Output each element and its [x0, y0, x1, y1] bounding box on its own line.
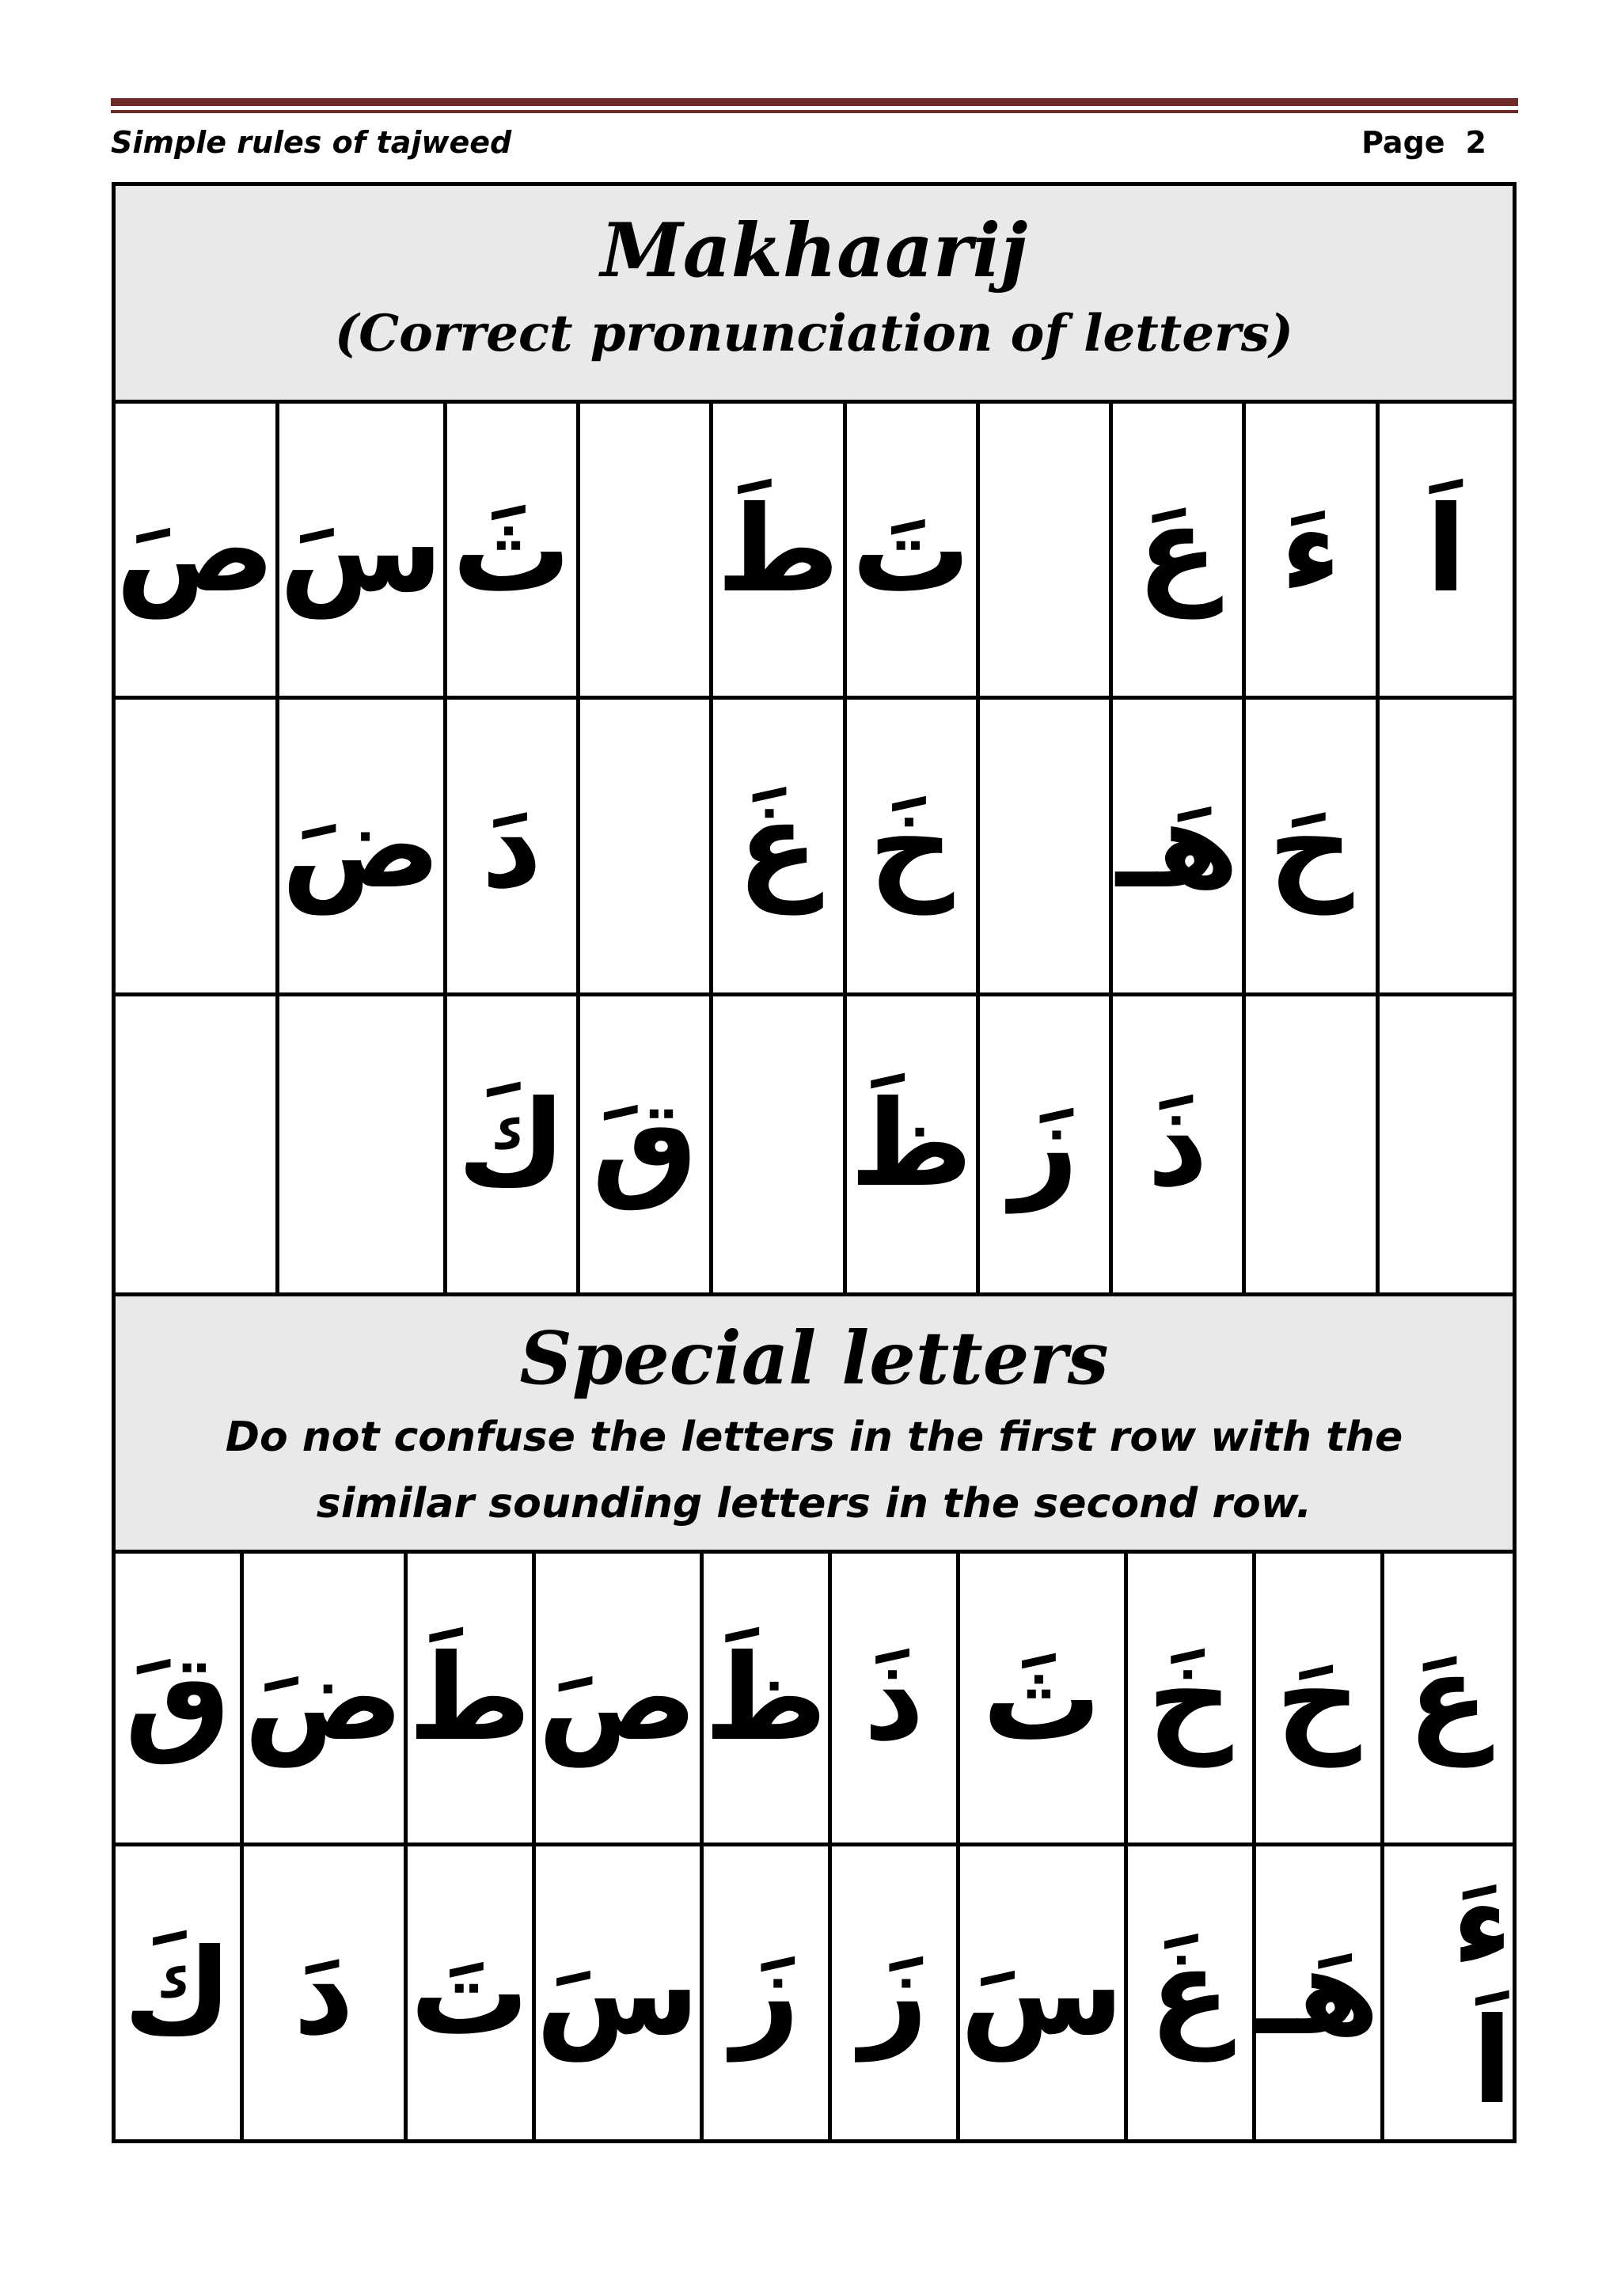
header-rule-thin	[111, 110, 1518, 113]
special-letter-cell: دَ	[244, 1846, 408, 2139]
page-indicator	[1361, 125, 1486, 160]
makhaarij-letter-cell: ضَ	[279, 700, 447, 996]
makhaarij-letter-cell: ءَ	[1246, 404, 1379, 700]
makhaarij-letter-cell	[713, 996, 846, 1292]
makhaarij-letter-cell: غَ	[713, 700, 846, 996]
makhaarij-letter-cell: دَ	[447, 700, 580, 996]
makhaarij-letter-cell: ثَ	[447, 404, 580, 700]
makhaarij-letter-cell	[580, 700, 713, 996]
special-letter-cell: ثَ	[960, 1554, 1128, 1846]
makhaarij-letter-cell	[1380, 700, 1513, 996]
special-letter-cell: ضَ	[244, 1554, 408, 1846]
special-letter-cell: قَ	[116, 1554, 244, 1846]
running-title: Simple rules of tajweed	[111, 125, 512, 160]
special-letters-note: Do not confuse the letters in the first row with the similar sounding letters in the second row.	[225, 1414, 1403, 1528]
makhaarij-letter-cell: زَ	[980, 996, 1113, 1292]
makhaarij-letter-cell	[279, 996, 447, 1292]
makhaarij-letter-cell	[980, 404, 1113, 700]
makhaarij-letter-cell	[980, 700, 1113, 996]
special-letter-cell: خَ	[1128, 1554, 1256, 1846]
makhaarij-letter-cell	[580, 404, 713, 700]
worksheet-frame	[112, 182, 1517, 2143]
makhaarij-letter-cell: ذَ	[1113, 996, 1246, 1292]
special-letter-cell: عَ	[1384, 1554, 1513, 1846]
special-letter-cell: تَ	[408, 1846, 536, 2139]
special-letter-cell: سَ	[960, 1846, 1128, 2139]
special-letter-cell: غَ	[1128, 1846, 1256, 2139]
makhaarij-title: Makhaarij	[600, 207, 1028, 294]
makhaarij-letter-cell: سَ	[279, 404, 447, 700]
makhaarij-letter-cell	[116, 996, 279, 1292]
special-letter-cell: صَ	[536, 1554, 704, 1846]
makhaarij-letter-cell: قَ	[580, 996, 713, 1292]
makhaarij-subtitle: (Correct pronunciation of letters)	[334, 304, 1294, 363]
makhaarij-letter-cell: عَ	[1113, 404, 1246, 700]
makhaarij-letter-cell: طَ	[713, 404, 846, 700]
special-letter-cell: هَـ	[1256, 1846, 1384, 2139]
makhaarij-letter-cell	[1380, 996, 1513, 1292]
page-number: 2	[1465, 125, 1486, 160]
special-letter-cell: زَ	[832, 1846, 960, 2139]
makhaarij-letter-cell: تَ	[847, 404, 980, 700]
makhaarij-letter-cell	[1246, 996, 1379, 1292]
makhaarij-letter-cell: هَـ	[1113, 700, 1246, 996]
special-letters-header-band	[116, 1292, 1513, 1554]
special-letter-cell: ذَ	[832, 1554, 960, 1846]
special-letter-cell: طَ	[408, 1554, 536, 1846]
special-letters-title: Special letters	[519, 1315, 1109, 1401]
special-letters-grid	[116, 1554, 1513, 2139]
makhaarij-letter-cell: خَ	[847, 700, 980, 996]
makhaarij-letter-cell	[116, 700, 279, 996]
special-letter-cell: حَ	[1256, 1554, 1384, 1846]
special-letter-cell: ظَ	[704, 1554, 832, 1846]
header-rule-thick	[111, 98, 1518, 106]
makhaarij-letter-cell: ظَ	[847, 996, 980, 1292]
makhaarij-letter-grid	[116, 404, 1513, 1292]
makhaarij-letter-cell: كَ	[447, 996, 580, 1292]
makhaarij-letter-cell: حَ	[1246, 700, 1379, 996]
special-letter-cell: ءَ اَ	[1452, 1855, 1513, 2131]
makhaarij-letter-cell: اَ	[1380, 404, 1513, 700]
page-label: Page	[1361, 125, 1445, 160]
special-letter-cell: زَ	[704, 1846, 832, 2139]
special-letter-cell: كَ	[116, 1846, 244, 2139]
special-letter-cell: سَ	[536, 1846, 704, 2139]
makhaarij-letter-cell: صَ	[116, 404, 279, 700]
makhaarij-header-band	[116, 186, 1513, 404]
